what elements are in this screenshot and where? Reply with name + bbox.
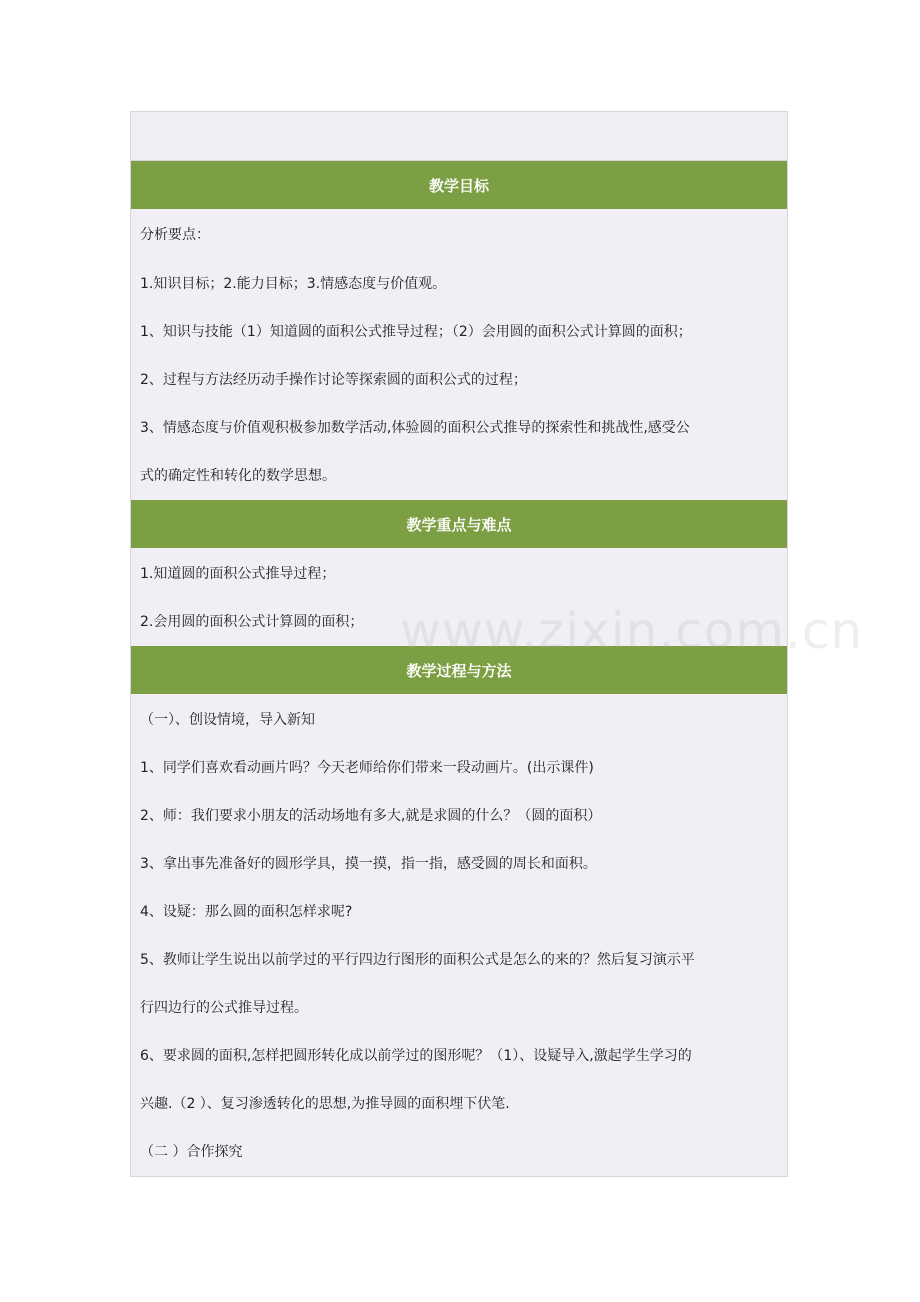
text-line: 1、同学们喜欢看动画片吗？今天老师给你们带来一段动画片。(出示课件): [140, 760, 594, 776]
section-body-teaching-process: [131, 694, 787, 1176]
text-line: 2、师：我们要求小朋友的活动场地有多大,就是求圆的什么？（圆的面积）: [140, 808, 602, 824]
text-line: 行四边行的公式推导过程。: [140, 1000, 308, 1016]
text-line: 3、情感态度与价值观积极参加数学活动,体验圆的面积公式推导的探索性和挑战性,感受公: [140, 420, 690, 436]
section-header-teaching-goals: 教学目标: [131, 161, 787, 209]
text-line: 2、过程与方法经历动手操作讨论等探索圆的面积公式的过程；: [140, 372, 527, 388]
text-line: 1.知道圆的面积公式推导过程；: [140, 566, 336, 582]
section-body-key-points: [131, 548, 787, 646]
lesson-plan-table: [130, 111, 788, 1177]
text-line: （一）、创设情境，导入新知: [140, 712, 315, 728]
text-line: （二 ）合作探究: [140, 1144, 243, 1160]
table-top-blank-row: [131, 112, 787, 161]
text-line: 2.会用圆的面积公式计算圆的面积；: [140, 614, 364, 630]
section-header-key-points: 教学重点与难点: [131, 500, 787, 548]
text-line: 1.知识目标；2.能力目标；3.情感态度与价值观。: [140, 276, 447, 292]
text-line: 兴趣.（2 ）、复习渗透转化的思想,为推导圆的面积埋下伏笔.: [140, 1096, 510, 1112]
text-line: 3、拿出事先准备好的圆形学具，摸一摸，指一指，感受圆的周长和面积。: [140, 856, 597, 872]
text-line: 4、设疑：那么圆的面积怎样求呢?: [140, 904, 353, 920]
section-header-teaching-process: 教学过程与方法: [131, 646, 787, 694]
text-line: 1、知识与技能（1）知道圆的面积公式推导过程；（2）会用圆的面积公式计算圆的面积；: [140, 324, 692, 340]
text-line: 分析要点：: [140, 227, 210, 243]
text-line: 5、教师让学生说出以前学过的平行四边行图形的面积公式是怎么的来的？然后复习演示平: [140, 952, 695, 968]
text-line: 6、要求圆的面积,怎样把圆形转化成以前学过的图形呢？（1）、设疑导入,激起学生学习的: [140, 1048, 692, 1064]
section-body-teaching-goals: [131, 209, 787, 500]
text-line: 式的确定性和转化的数学思想。: [140, 468, 336, 484]
